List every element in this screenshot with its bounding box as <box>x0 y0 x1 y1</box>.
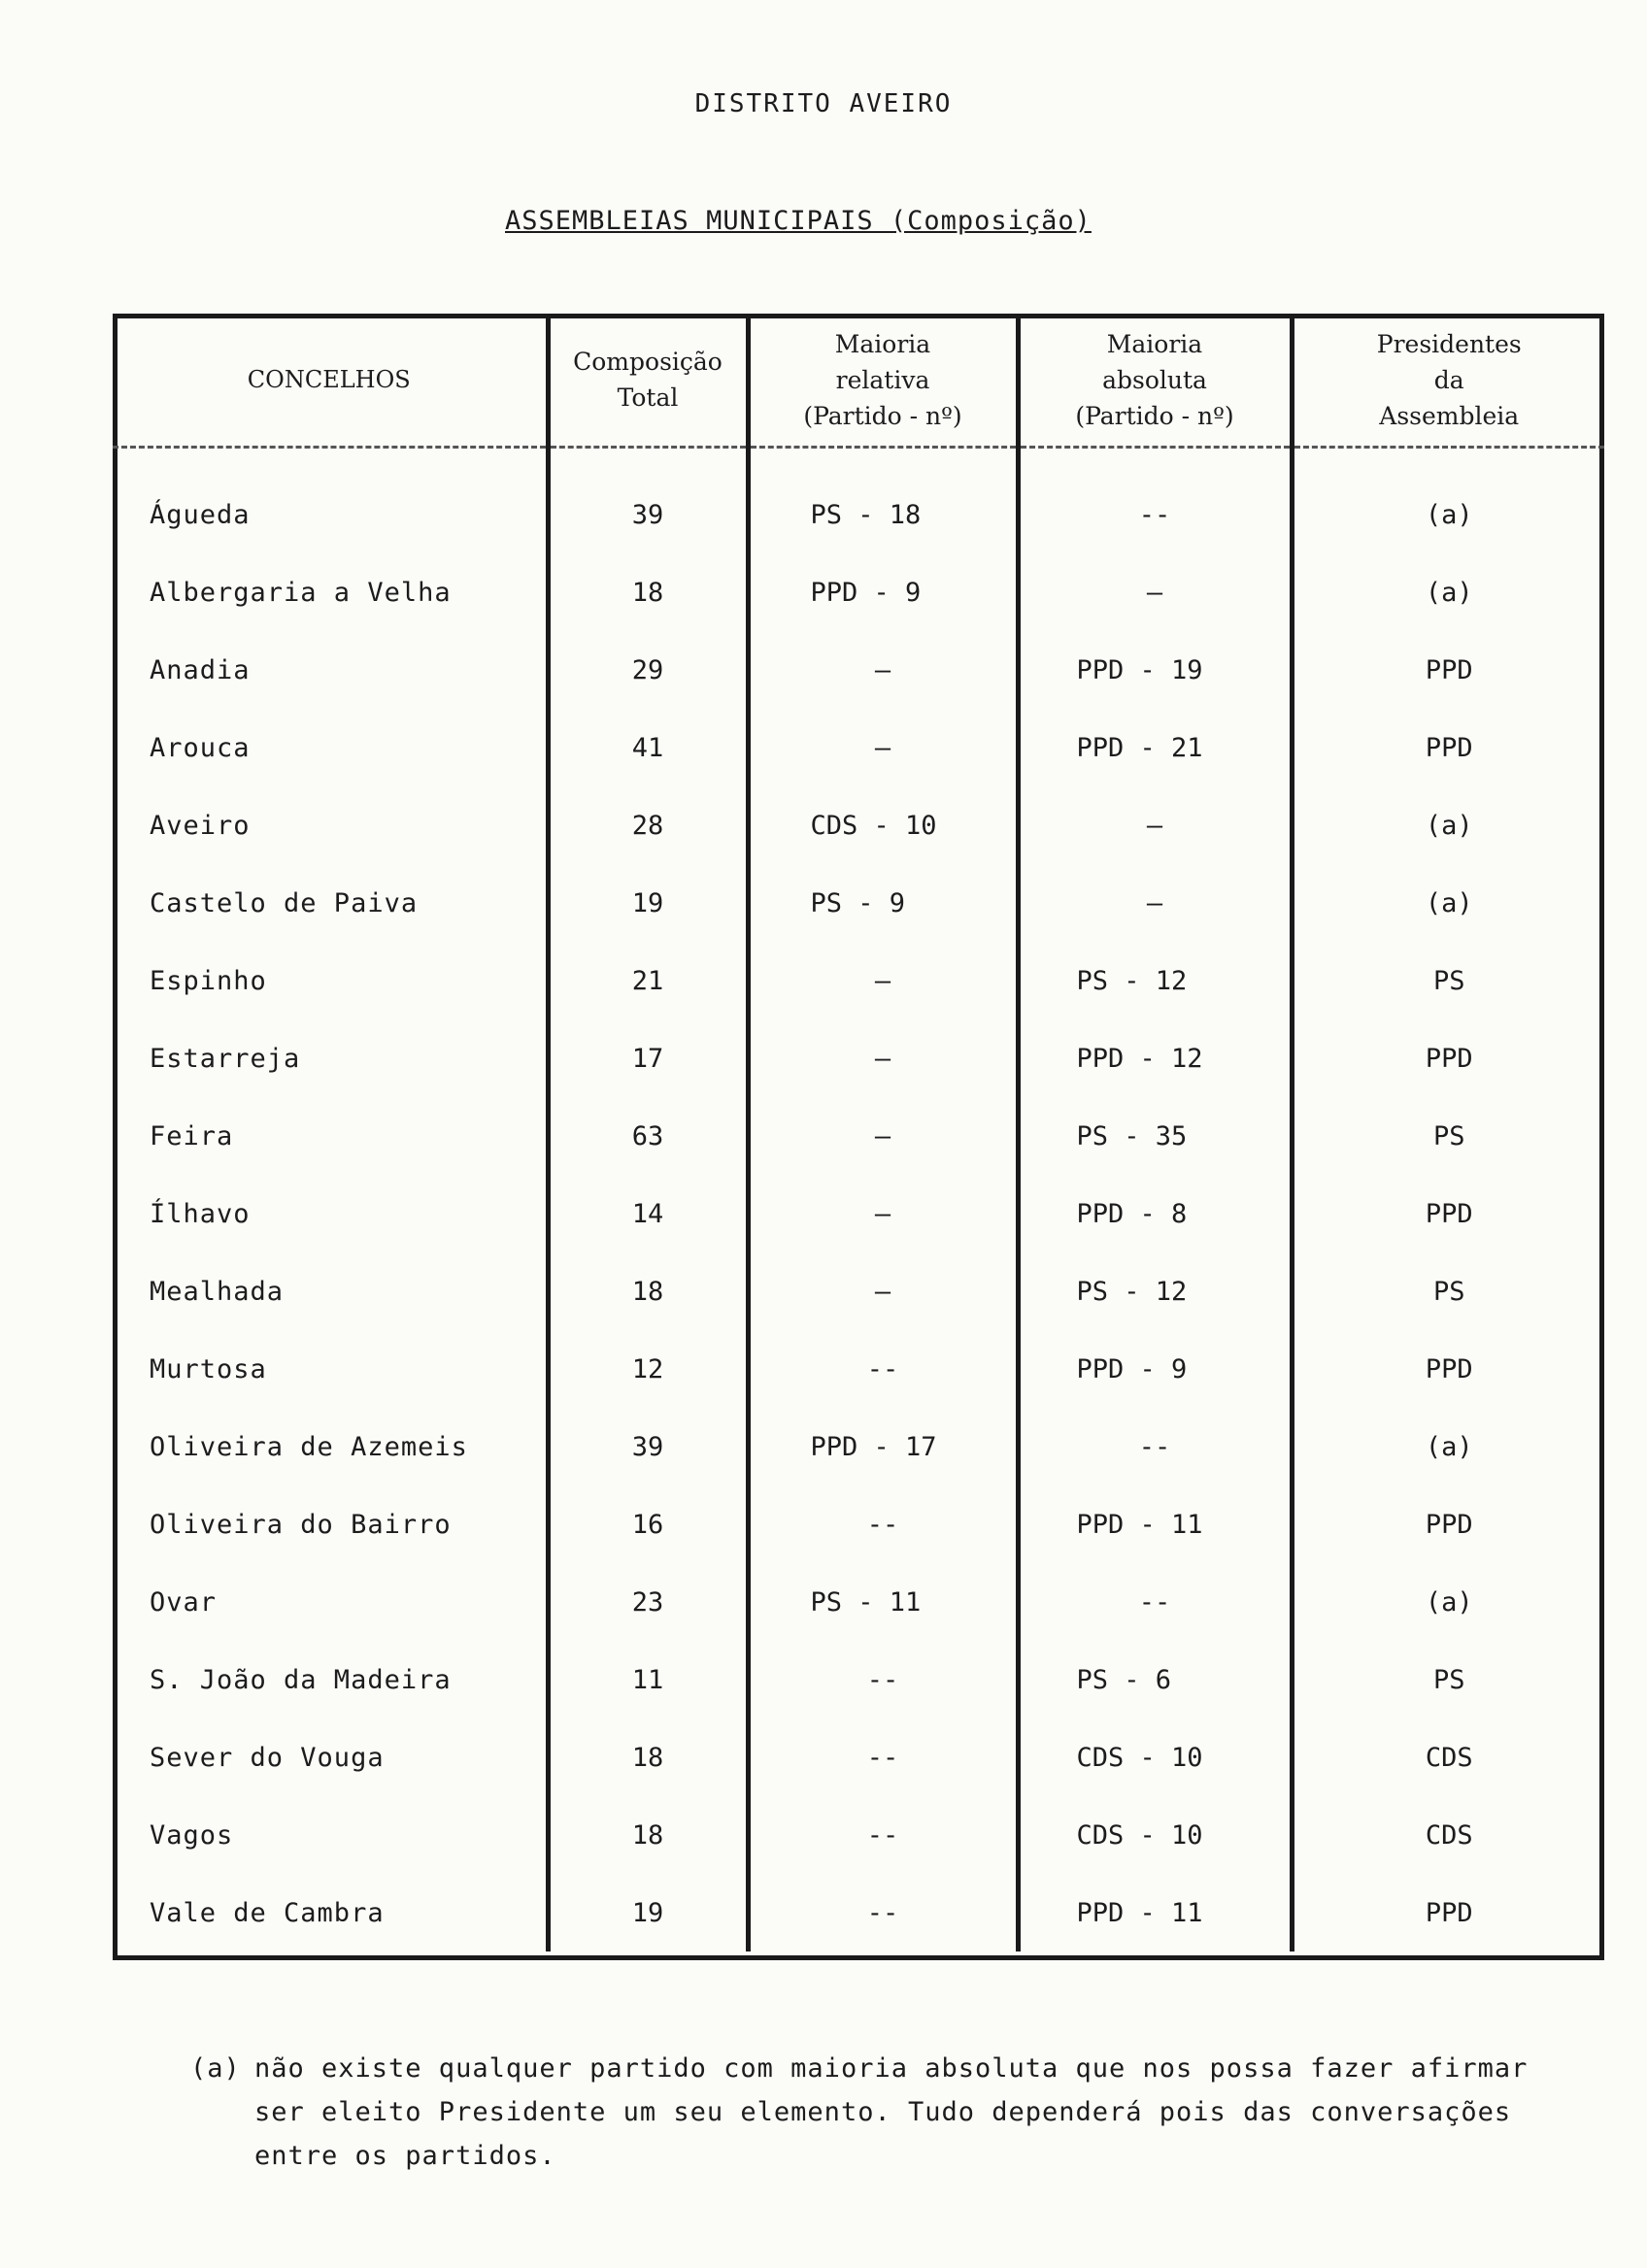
table-row <box>113 942 1604 1019</box>
composicao-total-cell: 16 <box>548 1485 748 1563</box>
composicao-total-cell: 17 <box>548 1019 748 1097</box>
presidente-cell: PPD <box>1425 1509 1473 1540</box>
maioria-absoluta-cell: PPD - 8 <box>1018 1175 1292 1252</box>
table-row <box>113 1175 1604 1252</box>
maioria-relativa-cell: CDS - 10 <box>748 786 1018 864</box>
maioria-relativa-cell: PPD - 9 <box>748 553 1018 631</box>
maioria-absoluta-cell: -- <box>1018 1408 1292 1485</box>
concelho-cell: S. João da Madeira <box>113 1641 548 1718</box>
maioria-absoluta-cell: PS - 35 <box>1018 1097 1292 1175</box>
maioria-absoluta-cell: — <box>1018 786 1292 864</box>
maioria-absoluta-cell: PS - 12 <box>1018 942 1292 1019</box>
maioria-relativa-cell: PS - 11 <box>748 1563 1018 1641</box>
presidente-cell: PPD <box>1425 1353 1473 1384</box>
maioria-absoluta-cell: PPD - 9 <box>1018 1330 1292 1408</box>
table-row <box>113 1563 1604 1641</box>
maioria-relativa-cell: -- <box>748 1796 1018 1874</box>
maioria-relativa-cell: PS - 18 <box>748 448 1018 554</box>
table-row <box>113 1641 1604 1718</box>
district-title: DISTRITO AVEIRO <box>694 89 953 118</box>
header-maioria-absoluta: Maioria absoluta (Partido - nº) <box>1018 314 1292 448</box>
concelho-cell: Estarreja <box>113 1019 548 1097</box>
composicao-total-cell: 19 <box>548 1874 748 1951</box>
maioria-relativa-cell: — <box>748 942 1018 1019</box>
maioria-relativa-cell: PS - 9 <box>748 864 1018 942</box>
composicao-total-cell: 28 <box>548 786 748 864</box>
presidente-cell: PS <box>1432 1120 1465 1151</box>
presidente-cell: (a) <box>1425 1431 1473 1462</box>
composicao-total-cell: 41 <box>548 709 748 786</box>
maioria-relativa-cell: -- <box>748 1718 1018 1796</box>
presidente-cell: PPD <box>1425 1198 1473 1229</box>
presidente-cell: PPD <box>1425 732 1473 763</box>
composicao-total-cell: 11 <box>548 1641 748 1718</box>
maioria-relativa-cell: — <box>748 709 1018 786</box>
composicao-total-cell: 12 <box>548 1330 748 1408</box>
table-header-row <box>113 314 1604 448</box>
table-row <box>113 1874 1604 1951</box>
maioria-relativa-cell: PPD - 17 <box>748 1408 1018 1485</box>
table-row <box>113 1019 1604 1097</box>
maioria-relativa-cell: — <box>748 631 1018 709</box>
table-row <box>113 448 1604 554</box>
table-row <box>113 1485 1604 1563</box>
maioria-absoluta-cell: CDS - 10 <box>1018 1718 1292 1796</box>
header-composicao-total: Composição Total <box>548 314 748 448</box>
composicao-total-cell: 18 <box>548 1718 748 1796</box>
concelho-cell: Oliveira de Azemeis <box>113 1408 548 1485</box>
composicao-total-cell: 23 <box>548 1563 748 1641</box>
header-maioria-relativa: Maioria relativa (Partido - nº) <box>748 314 1018 448</box>
maioria-absoluta-cell: PPD - 11 <box>1018 1874 1292 1951</box>
concelho-cell: Ovar <box>113 1563 548 1641</box>
maioria-relativa-cell: — <box>748 1019 1018 1097</box>
concelho-cell: Sever do Vouga <box>113 1718 548 1796</box>
table-row <box>113 1796 1604 1874</box>
presidente-cell: (a) <box>1425 810 1473 841</box>
concelho-cell: Oliveira do Bairro <box>113 1485 548 1563</box>
composicao-total-cell: 29 <box>548 631 748 709</box>
presidente-cell: PS <box>1432 1276 1465 1307</box>
composicao-total-cell: 14 <box>548 1175 748 1252</box>
table-row <box>113 553 1604 631</box>
table-row <box>113 1408 1604 1485</box>
maioria-relativa-cell: -- <box>748 1330 1018 1408</box>
composicao-total-cell: 39 <box>548 1408 748 1485</box>
concelho-cell: Vale de Cambra <box>113 1874 548 1951</box>
document-subtitle: ASSEMBLEIAS MUNICIPAIS (Composição) <box>505 206 1092 236</box>
footnote-marker: (a) <box>190 2053 241 2084</box>
presidente-cell: PPD <box>1425 1043 1473 1074</box>
maioria-absoluta-cell: — <box>1018 864 1292 942</box>
maioria-absoluta-cell: -- <box>1018 448 1292 554</box>
maioria-relativa-cell: -- <box>748 1874 1018 1951</box>
presidente-cell: PPD <box>1425 1897 1473 1928</box>
concelho-cell: Águeda <box>113 448 548 554</box>
concelho-cell: Murtosa <box>113 1330 548 1408</box>
composicao-total-cell: 18 <box>548 1252 748 1330</box>
maioria-absoluta-cell: CDS - 10 <box>1018 1796 1292 1874</box>
maioria-absoluta-cell: PPD - 21 <box>1018 709 1292 786</box>
presidente-cell: PPD <box>1425 654 1473 685</box>
maioria-relativa-cell: — <box>748 1175 1018 1252</box>
footnote-text: não existe qualquer partido com maioria absoluta que nos possa fazer afirmar ser eleito Presidente um seu elemento. Tudo dependerá pois das conversações entre os partidos. <box>254 2053 1529 2171</box>
table-row <box>113 709 1604 786</box>
maioria-absoluta-cell: PS - 6 <box>1018 1641 1292 1718</box>
footnote <box>190 2047 1569 2178</box>
maioria-relativa-cell: -- <box>748 1641 1018 1718</box>
composicao-total-cell: 18 <box>548 553 748 631</box>
presidente-cell: (a) <box>1425 499 1473 530</box>
table-row <box>113 864 1604 942</box>
header-presidentes: Presidentes da Assembleia <box>1292 314 1604 448</box>
table-row <box>113 1097 1604 1175</box>
concelho-cell: Mealhada <box>113 1252 548 1330</box>
concelho-cell: Albergaria a Velha <box>113 553 548 631</box>
assembleias-table <box>113 314 1604 1951</box>
concelho-cell: Castelo de Paiva <box>113 864 548 942</box>
composicao-total-cell: 39 <box>548 448 748 554</box>
concelho-cell: Anadia <box>113 631 548 709</box>
table-row <box>113 631 1604 709</box>
concelho-cell: Ílhavo <box>113 1175 548 1252</box>
presidente-cell: (a) <box>1425 887 1473 918</box>
header-concelhos: CONCELHOS <box>113 314 548 448</box>
presidente-cell: CDS <box>1425 1742 1473 1773</box>
composicao-total-cell: 63 <box>548 1097 748 1175</box>
maioria-absoluta-cell: -- <box>1018 1563 1292 1641</box>
maioria-absoluta-cell: PS - 12 <box>1018 1252 1292 1330</box>
concelho-cell: Aveiro <box>113 786 548 864</box>
maioria-absoluta-cell: PPD - 19 <box>1018 631 1292 709</box>
concelho-cell: Feira <box>113 1097 548 1175</box>
maioria-absoluta-cell: — <box>1018 553 1292 631</box>
concelho-cell: Arouca <box>113 709 548 786</box>
table-row <box>113 786 1604 864</box>
presidente-cell: (a) <box>1425 1586 1473 1618</box>
composicao-total-cell: 21 <box>548 942 748 1019</box>
presidente-cell: PS <box>1432 1664 1465 1695</box>
table-body <box>113 448 1604 1952</box>
maioria-relativa-cell: -- <box>748 1485 1018 1563</box>
maioria-absoluta-cell: PPD - 11 <box>1018 1485 1292 1563</box>
maioria-relativa-cell: — <box>748 1252 1018 1330</box>
table-row <box>113 1330 1604 1408</box>
concelho-cell: Vagos <box>113 1796 548 1874</box>
composicao-total-cell: 18 <box>548 1796 748 1874</box>
composicao-total-cell: 19 <box>548 864 748 942</box>
presidente-cell: CDS <box>1425 1819 1473 1851</box>
presidente-cell: PS <box>1432 965 1465 996</box>
presidente-cell: (a) <box>1425 577 1473 608</box>
table-row <box>113 1718 1604 1796</box>
table-row <box>113 1252 1604 1330</box>
maioria-absoluta-cell: PPD - 12 <box>1018 1019 1292 1097</box>
concelho-cell: Espinho <box>113 942 548 1019</box>
maioria-relativa-cell: — <box>748 1097 1018 1175</box>
